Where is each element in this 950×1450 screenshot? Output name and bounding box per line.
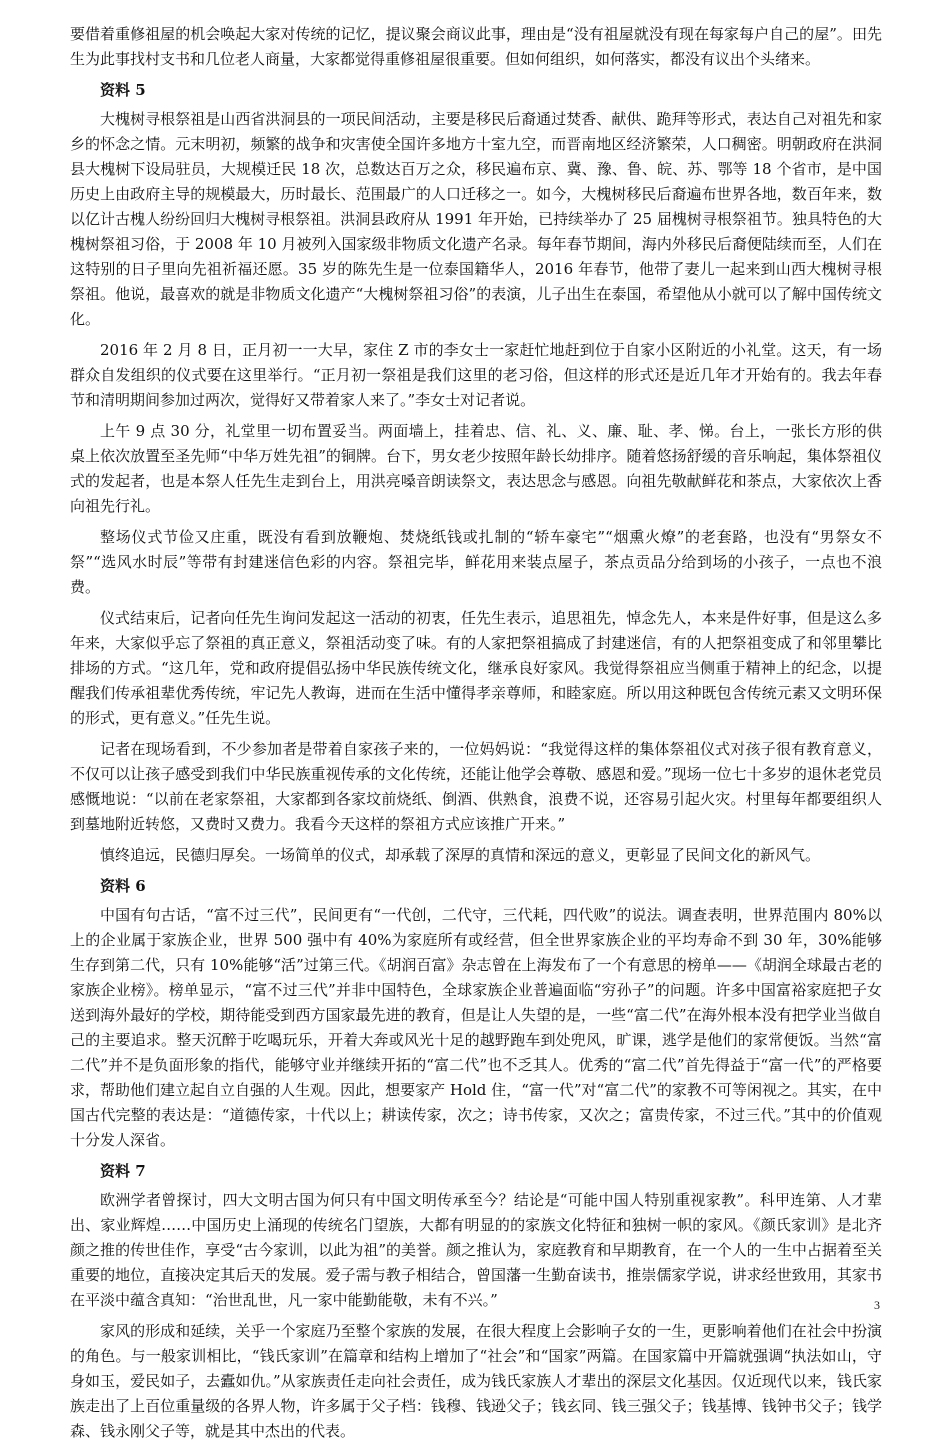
page-number: 3: [874, 1298, 880, 1312]
paragraph: 整场仪式节俭又庄重，既没有看到放鞭炮、焚烧纸钱或扎制的“轿车豪宅”“烟熏火燎”的老套路，也没有“男祭女不祭”“选风水时辰”等带有封建迷信色彩的内容。祭祖完毕，鲜花用来装点屋子，茶点贡品分给到场的小孩子，一点也不浪费。: [70, 528, 882, 596]
section-heading-5: 资料 5: [100, 81, 146, 99]
section-heading-6: 资料 6: [100, 877, 146, 895]
continued-paragraph: 要借着重修祖屋的机会唤起大家对传统的记忆，提议聚会商议此事，理由是“没有祖屋就没有现在每家每户自己的屋”。田先生为此事找村支书和几位老人商量，大家都觉得重修祖屋很重要。但如何组织，如何落实，都没有议出个头绪来。: [70, 25, 882, 68]
paragraph: 家风的形成和延续，关乎一个家庭乃至整个家族的发展，在很大程度上会影响子女的一生，更影响着他们在社会中扮演的角色。与一般家训相比，“钱氏家训”在篇章和结构上增加了“社会”和“国家”两篇。在国家篇中开篇就强调“执法如山，守身如玉，爱民如子，去蠹如仇。”从家族责任走向社会责任，成为钱氏家族人才辈出的深层文化基因。仅近现代以来，钱氏家族走出了上百位重量级的各界人物，许多属于父子档：钱穆、钱逊父子；钱玄同、钱三强父子；钱基博、钱钟书父子；钱学森、钱永刚父子等，就是其中杰出的代表。: [70, 1322, 882, 1440]
paragraph: 大槐树寻根祭祖是山西省洪洞县的一项民间活动，主要是移民后裔通过焚香、献供、跪拜等形式，表达自己对祖先和家乡的怀念之情。元末明初，频繁的战争和灾害使全国许多地方十室九空，而晋南地区经济繁荣，人口稠密。明朝政府在洪洞县大槐树下设局驻员，大规模迁民 18 次，总数达百万之众，移民遍布京、冀、豫、鲁、皖、苏、鄂等 18 个省市，是中国历史上由政府主导的规模最大，历时最长、范围最广的人口迁移之一。如今，大槐树移民后裔遍布世界各地，数百年来，数以亿计古槐人纷纷回归大槐树寻根祭祖。洪洞县政府从 1991 年开始，已持续举办了 25 届槐树寻根祭祖节。独具特色的大槐树祭祖习俗，于 2008 年 10 月被列入国家级非物质文化遗产名录。每年春节期间，海内外移民后裔便陆续而至，人们在这特别的日子里向先祖祈福还愿。35 岁的陈先生是一位泰国籍华人，2016 年春节，他带了妻儿一起来到山西大槐树寻根祭祖。他说，最喜欢的就是非物质文化遗产“大槐树祭祖习俗”的表演，儿子出生在泰国，希望他从小就可以了解中国传统文化。: [70, 110, 882, 328]
paragraph: 记者在现场看到，不少参加者是带着自家孩子来的，一位妈妈说：“我觉得这样的集体祭祖仪式对孩子很有教育意义，不仅可以让孩子感受到我们中华民族重视传承的文化传统，还能让他学会尊敬、感恩和爱。”现场一位七十多岁的退休老党员感慨地说：“以前在老家祭祖，大家都到各家坟前烧纸、倒酒、供熟食，浪费不说，还容易引起火灾。村里每年都要组织人到墓地附近转悠，又费时又费力。我看今天这样的祭祖方式应该推广开来。”: [70, 740, 882, 833]
paragraph: 上午 9 点 30 分，礼堂里一切布置妥当。两面墙上，挂着忠、信、礼、义、廉、耻、孝、悌。台上，一张长方形的供桌上依次放置至圣先师“中华万姓先祖”的铜牌。台下，男女老少按照年龄长幼排序。随着悠扬舒缓的音乐响起，集体祭祖仪式的发起者，也是本祭人任先生走到台上，用洪亮嗓音朗读祭文，表达思念与感恩。向祖先敬献鲜花和茶点，大家依次上香向祖先行礼。: [70, 422, 882, 515]
paragraph: 慎终追远，民德归厚矣。一场简单的仪式，却承载了深厚的真情和深远的意义，更彰显了民间文化的新风气。: [100, 846, 821, 864]
paragraph: 2016 年 2 月 8 日，正月初一一大早，家住 Z 市的李女士一家赶忙地赶到位于自家小区附近的小礼堂。这天，有一场群众自发组织的仪式要在这里举行。“正月初一祭祖是我们这里的老习俗，但这样的形式还是近几年才开始有的。我去年春节和清明期间参加过两次，觉得好又带着家人来了。”李女士对记者说。: [70, 341, 882, 409]
section-heading-7: 资料 7: [100, 1162, 146, 1180]
paragraph: 欧洲学者曾探讨，四大文明古国为何只有中国文明传承至今？结论是“可能中国人特别重视家教”。科甲连第、人才辈出、家业辉煌……中国历史上涌现的传统名门望族，大都有明显的的家族文化特征和独树一帜的家风。《颜氏家训》是北齐颜之推的传世佳作，享受“古今家训，以此为祖”的美誉。颜之推认为，家庭教育和早期教育，在一个人的一生中占据着至关重要的地位，直接决定其后天的发展。爱子需与教子相结合，曾国藩一生勤奋读书，推崇儒家学说，讲求经世致用，其家书在平淡中蕴含真知：“治世乱世，凡一家中能勤能敬，未有不兴。”: [70, 1191, 882, 1309]
paragraph: 中国有句古话，“富不过三代”，民间更有“一代创，二代守，三代耗，四代败”的说法。调查表明，世界范围内 80%以上的企业属于家族企业，世界 500 强中有 40%为家庭所有或经营，但全世界家族企业的平均寿命不到 30 年，30%能够生存到第二代，只有 10%能够“活”过第三代。《胡润百富》杂志曾在上海发布了一个有意思的榜单——《胡润全球最古老的家族企业榜》。榜单显示，“富不过三代”并非中国特色，全球家族企业普遍面临“穷孙子”的问题。许多中国富裕家庭把子女送到海外最好的学校，期待能受到西方国家最先进的教育，但是让人失望的是，一些“富二代”在海外根本没有把学业当做自己的主要追求。整天沉醉于吃喝玩乐，开着大奔或风光十足的越野跑车到处兜风，旷课，逃学是他们的家常便饭。当然“富二代”并不是负面形象的指代，能够守业并继续开拓的“富二代”也不乏其人。优秀的“富二代”首先得益于“富一代”的严格要求，帮助他们建立起自立自强的人生观。因此，想要家产 Hold 住，“富一代”对“富二代”的家教不可等闲视之。其实，在中国古代完整的表达是：“道德传家，十代以上；耕读传家，次之；诗书传家，又次之；富贵传家，不过三代。”其中的价值观十分发人深省。: [70, 906, 882, 1149]
paragraph: 仪式结束后，记者向任先生询问发起这一活动的初衷，任先生表示，追思祖先，悼念先人，本来是件好事，但是这么多年来，大家似乎忘了祭祖的真正意义，祭祖活动变了味。有的人家把祭祖搞成了封建迷信，有的人把祭祖变成了和邻里攀比排场的方式。“这几年，党和政府提倡弘扬中华民族传统文化，继承良好家风。我觉得祭祖应当侧重于精神上的纪念，以提醒我们传承祖辈优秀传统，牢记先人教诲，进而在生活中懂得孝亲尊师，和睦家庭。所以用这种既包含传统元素又文明环保的形式，更有意义。”任先生说。: [70, 609, 882, 727]
document-body: [70, 22, 882, 1450]
